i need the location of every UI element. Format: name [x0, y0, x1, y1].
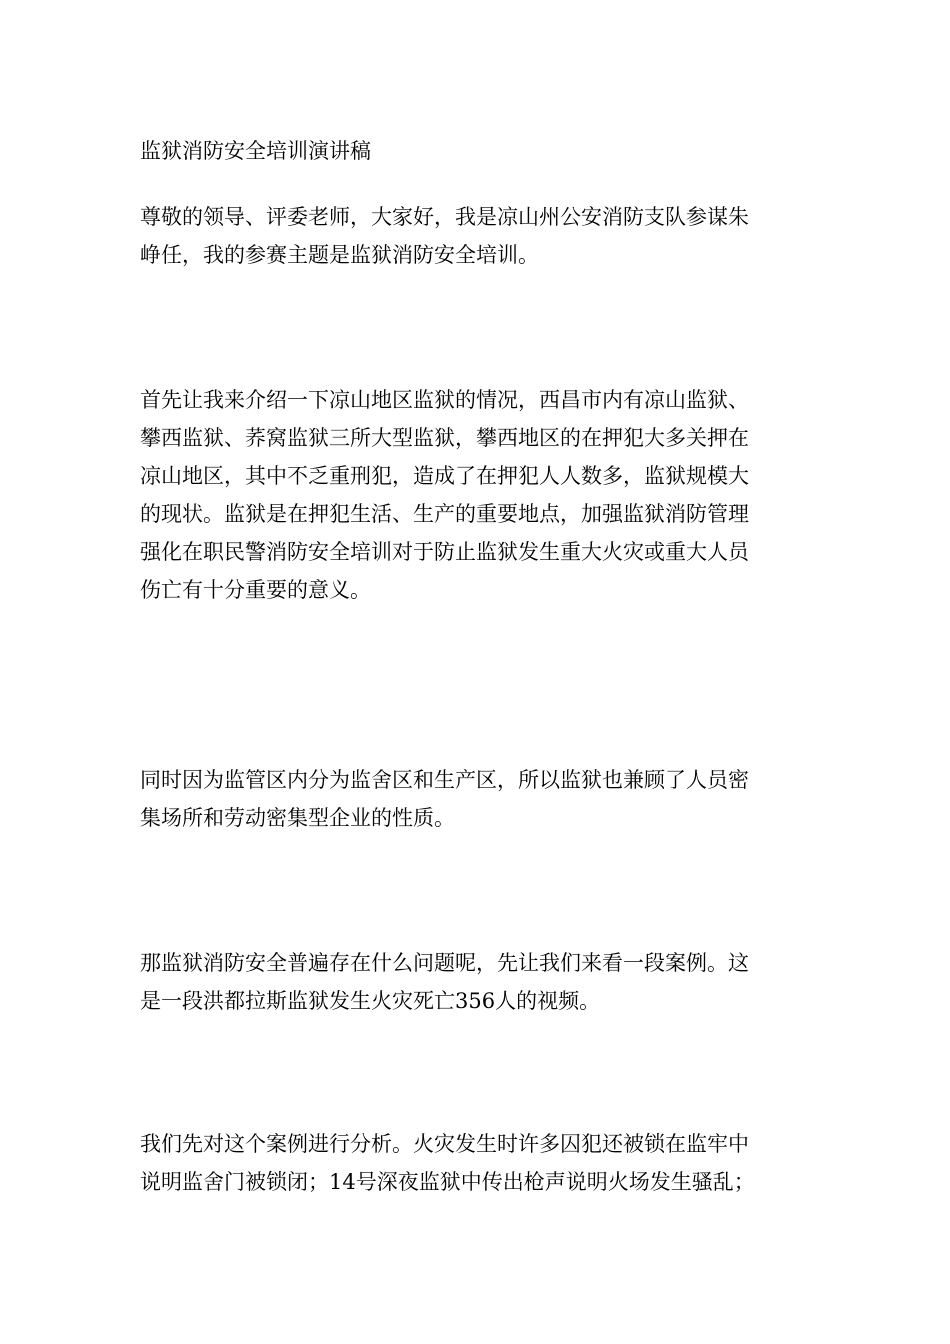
paragraph-line: 攀西监狱、荞窝监狱三所大型监狱，攀西地区的在押犯大多关押在: [140, 426, 749, 450]
paragraph-line: 伤亡有十分重要的意义。: [140, 578, 371, 602]
paragraph-line: 我们先对这个案例进行分析。火灾发生时许多囚犯还被锁在监牢中: [140, 1132, 749, 1156]
paragraph-line: 的现状。监狱是在押犯生活、生产的重要地点，加强监狱消防管理: [140, 502, 749, 526]
paragraph-line: 说明监舍门被锁闭；14号深夜监狱中传出枪声说明火场发生骚乱；: [140, 1170, 755, 1194]
paragraph-zones: [140, 761, 800, 837]
paragraph-line: 尊敬的领导、评委老师，大家好，我是凉山州公安消防支队参谋朱: [140, 205, 749, 229]
paragraph-line: 首先让我来介绍一下凉山地区监狱的情况，西昌市内有凉山监狱、: [140, 388, 749, 412]
paragraph-line: 同时因为监管区内分为监舍区和生产区，所以监狱也兼顾了人员密: [140, 768, 749, 792]
paragraph-line: 凉山地区，其中不乏重刑犯，造成了在押犯人人数多，监狱规模大: [140, 464, 749, 488]
paragraph-line: 峥任，我的参赛主题是监狱消防安全培训。: [140, 243, 539, 267]
paragraph-case: [140, 944, 800, 1020]
document-title: 监狱消防安全培训演讲稿: [140, 139, 371, 163]
paragraph-line: 强化在职民警消防安全培训对于防止监狱发生重大火灾或重大人员: [140, 540, 749, 564]
paragraph-line: 是一段洪都拉斯监狱发生火灾死亡356人的视频。: [140, 989, 601, 1013]
paragraph-line: 集场所和劳动密集型企业的性质。: [140, 806, 455, 830]
paragraph-prison-overview: [140, 381, 800, 609]
paragraph-intro: [140, 198, 800, 274]
paragraph-analysis: [140, 1125, 800, 1201]
paragraph-line: 那监狱消防安全普遍存在什么问题呢，先让我们来看一段案例。这: [140, 951, 749, 975]
